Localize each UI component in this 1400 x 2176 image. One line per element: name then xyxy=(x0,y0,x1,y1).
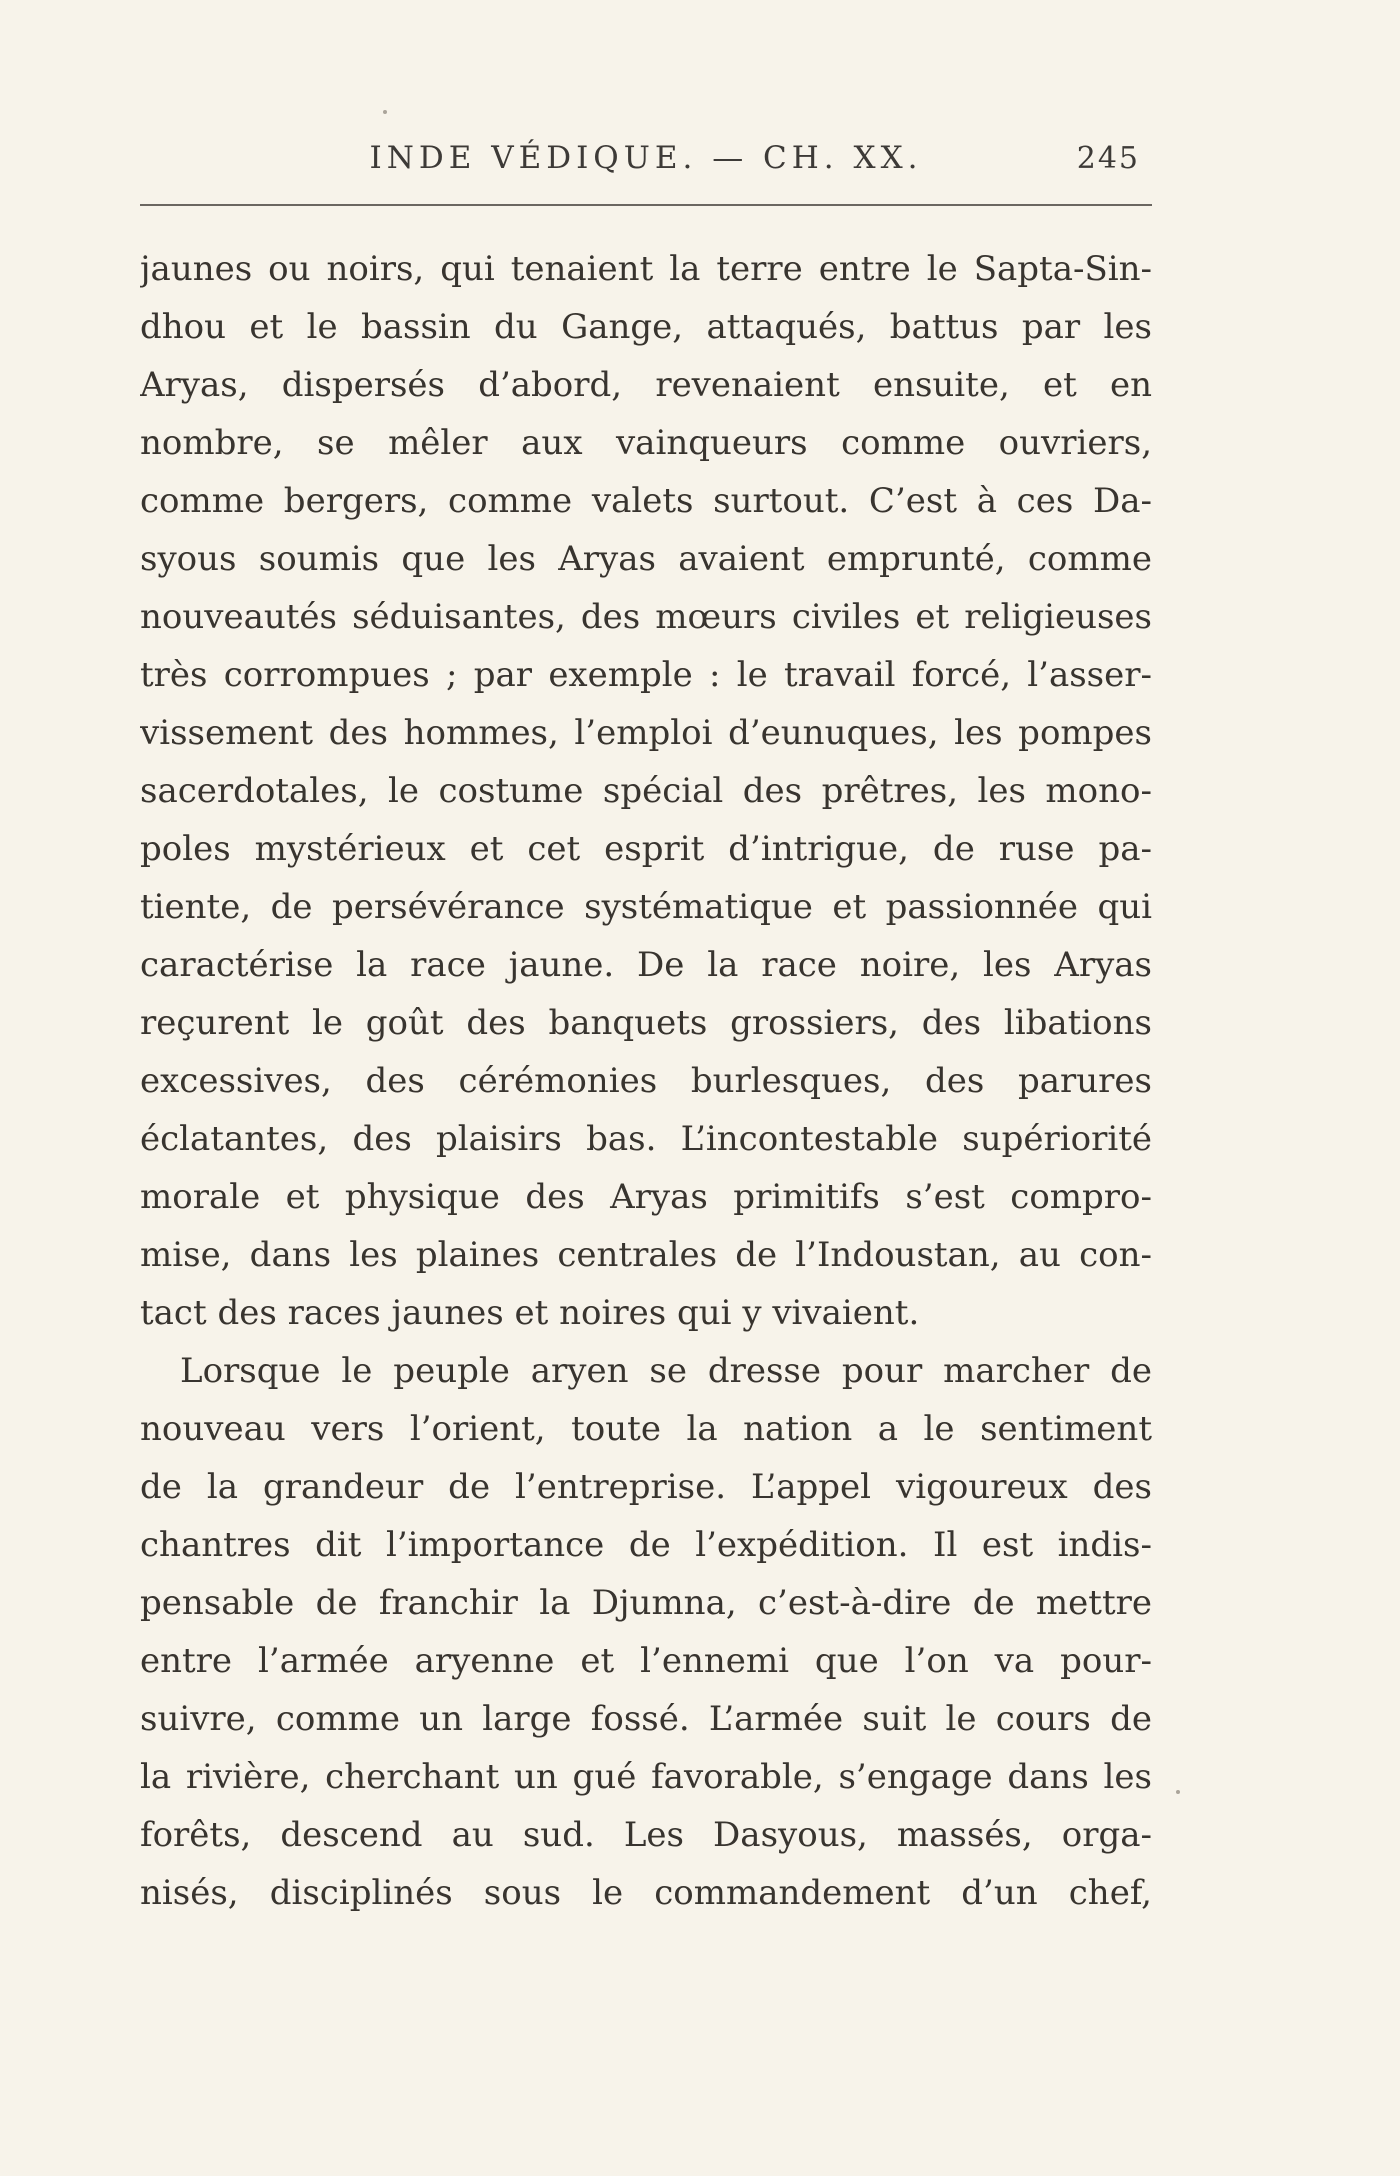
text-line: éclatantes, des plaisirs bas. L’incontestable supériorité xyxy=(140,1119,1152,1159)
body-text xyxy=(140,240,1152,1922)
text-line: dhou et le bassin du Gange, attaqués, battus par les xyxy=(140,307,1152,347)
text-line: tact des races jaunes et noires qui y vivaient. xyxy=(140,1293,920,1333)
text-line: comme bergers, comme valets surtout. C’est à ces Da- xyxy=(140,481,1152,521)
page-number: 245 xyxy=(1076,141,1140,176)
text-line: Aryas, dispersés d’abord, revenaient ensuite, et en xyxy=(140,365,1152,405)
page-header xyxy=(140,128,1152,178)
text-line: très corrompues ; par exemple : le travail forcé, l’asser- xyxy=(140,655,1152,695)
text-line: nouveautés séduisantes, des mœurs civiles et religieuses xyxy=(140,597,1152,637)
text-line: la rivière, cherchant un gué favorable, s’engage dans les xyxy=(140,1757,1152,1797)
text-line: vissement des hommes, l’emploi d’eunuques, les pompes xyxy=(140,713,1152,753)
text-line: pensable de franchir la Djumna, c’est-à-dire de mettre xyxy=(140,1583,1152,1623)
text-line: syous soumis que les Aryas avaient emprunté, comme xyxy=(140,539,1152,579)
header-rule xyxy=(140,204,1152,206)
text-line: chantres dit l’importance de l’expédition. Il est indis- xyxy=(140,1525,1152,1565)
text-line: mise, dans les plaines centrales de l’Indoustan, au con- xyxy=(140,1235,1152,1275)
text-line: nombre, se mêler aux vainqueurs comme ouvriers, xyxy=(140,423,1152,463)
text-line: Lorsque le peuple aryen se dresse pour marcher de xyxy=(180,1351,1152,1391)
running-title: INDE VÉDIQUE. — CH. XX. xyxy=(369,140,923,176)
text-line: excessives, des cérémonies burlesques, des parures xyxy=(140,1061,1152,1101)
text-line: caractérise la race jaune. De la race noire, les Aryas xyxy=(140,945,1152,985)
text-line: nisés, disciplinés sous le commandement d’un chef, xyxy=(140,1873,1152,1913)
paper-speck xyxy=(383,110,387,114)
text-line: reçurent le goût des banquets grossiers, des libations xyxy=(140,1003,1152,1043)
text-line: sacerdotales, le costume spécial des prêtres, les mono- xyxy=(140,771,1152,811)
paper-speck xyxy=(1176,1790,1180,1794)
text-line: morale et physique des Aryas primitifs s’est compro- xyxy=(140,1177,1152,1217)
text-line: forêts, descend au sud. Les Dasyous, massés, orga- xyxy=(140,1815,1152,1855)
text-line: suivre, comme un large fossé. L’armée suit le cours de xyxy=(140,1699,1152,1739)
text-line: nouveau vers l’orient, toute la nation a le sentiment xyxy=(140,1409,1152,1449)
text-line: entre l’armée aryenne et l’ennemi que l’on va pour- xyxy=(140,1641,1152,1681)
text-line: poles mystérieux et cet esprit d’intrigue, de ruse pa- xyxy=(140,829,1152,869)
text-line: de la grandeur de l’entreprise. L’appel vigoureux des xyxy=(140,1467,1152,1507)
text-line: tiente, de persévérance systématique et passionnée qui xyxy=(140,887,1152,927)
text-line: jaunes ou noirs, qui tenaient la terre entre le Sapta-Sin- xyxy=(140,249,1152,289)
